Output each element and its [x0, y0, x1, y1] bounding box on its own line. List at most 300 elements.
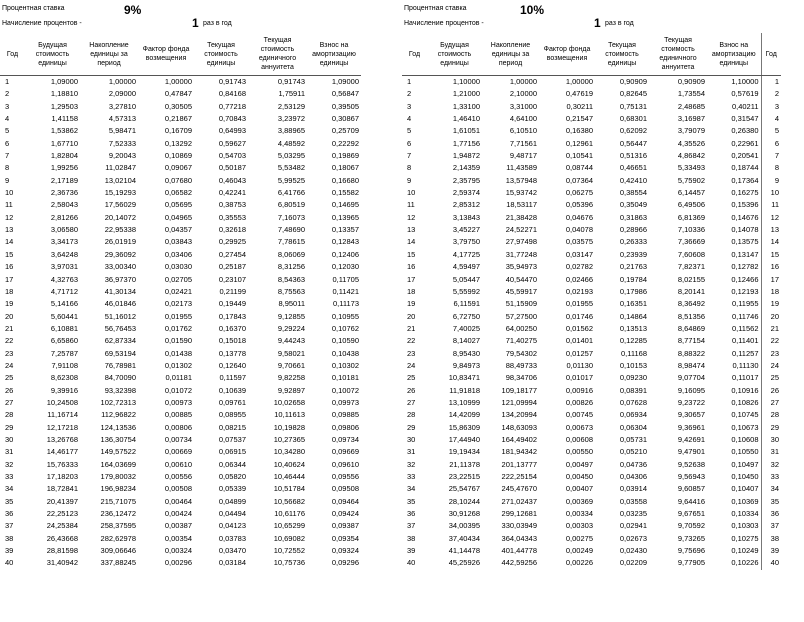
value-cell: 0,68301 [619, 114, 647, 124]
value-cell: 330,03949 [501, 521, 537, 531]
table-row [0, 446, 361, 458]
value-cell: 9,20043 [108, 151, 136, 161]
value-cell: 0,11562 [731, 323, 759, 333]
value-cell: 0,03406 [164, 249, 192, 259]
rate-value: 9% [124, 3, 142, 17]
table-row [402, 286, 781, 298]
value-cell: 0,56447 [619, 138, 647, 148]
value-cell: 3,97031 [50, 262, 78, 272]
table-row [402, 311, 781, 323]
value-cell: 0,02941 [619, 521, 647, 531]
value-cell: 17,18203 [46, 472, 78, 481]
value-cell: 0,02421 [164, 286, 192, 296]
value-cell: 8,95430 [452, 348, 480, 358]
value-cell: 0,00508 [164, 484, 192, 494]
table-row [0, 88, 361, 100]
table-row [402, 520, 781, 532]
value-cell: 0,03783 [218, 533, 246, 543]
value-cell: 20 [761, 311, 781, 323]
value-cell: 14,46177 [46, 447, 78, 457]
value-cell: 8,06069 [277, 249, 305, 259]
table-row [402, 224, 781, 236]
value-cell: 7,52333 [108, 138, 136, 148]
value-cell: 0,09230 [619, 373, 647, 383]
value-cell: 19 [761, 298, 781, 310]
value-cell: 0,12782 [731, 262, 759, 272]
value-cell: 7,16073 [277, 212, 305, 222]
value-cell: 1,61051 [452, 126, 480, 136]
value-cell: 12,17218 [46, 422, 78, 432]
value-cell: 0,13147 [731, 249, 759, 259]
table-row [402, 459, 781, 471]
value-cell: 0,21547 [565, 114, 593, 124]
value-cell: 181,94342 [501, 447, 537, 457]
value-cell: 0,06304 [619, 422, 647, 432]
value-cell: 3,79079 [677, 126, 705, 136]
value-cell: 25 [761, 372, 781, 384]
value-cell: 2,53129 [277, 101, 305, 111]
value-cell: 0,21867 [164, 114, 192, 124]
left-table [0, 33, 361, 570]
value-cell: 0,16380 [565, 126, 593, 136]
value-cell: 0,12285 [619, 336, 647, 346]
value-cell: 8,77154 [677, 336, 705, 346]
year-cell: 19 [407, 299, 416, 309]
value-cell: 0,84168 [218, 89, 246, 99]
value-cell: 0,02782 [565, 262, 593, 272]
value-cell: 20,41397 [46, 496, 78, 506]
year-cell: 19 [5, 299, 14, 309]
value-cell: 0,03147 [565, 249, 593, 259]
value-cell: 1,00000 [108, 77, 136, 86]
value-cell: 0,64993 [218, 126, 246, 136]
value-cell: 0,13575 [731, 237, 759, 247]
value-cell: 0,00334 [565, 509, 593, 519]
value-cell: 0,04078 [565, 225, 593, 235]
year-cell: 16 [407, 262, 416, 272]
value-cell: 10,61176 [274, 509, 305, 519]
value-cell: 0,15396 [731, 200, 759, 210]
value-cell: 10,46444 [273, 472, 305, 481]
value-cell: 0,21199 [219, 286, 246, 296]
value-cell: 0,05396 [565, 200, 593, 210]
table-row [402, 150, 781, 162]
value-cell: 1,33100 [452, 101, 480, 111]
year-cell: 33 [5, 472, 14, 481]
year-cell: 36 [407, 509, 416, 519]
value-cell: 0,14864 [619, 311, 647, 321]
value-cell: 10,24508 [46, 397, 78, 407]
value-cell: 0,70843 [218, 114, 246, 124]
value-cell: 9,48717 [509, 151, 537, 161]
value-cell: 0,40211 [731, 101, 759, 111]
table-row [0, 459, 361, 471]
value-cell: 9,70661 [277, 360, 305, 370]
value-cell: 15,93742 [505, 188, 537, 198]
value-cell: 201,13777 [501, 459, 537, 469]
value-cell: 0,90909 [619, 77, 647, 86]
value-cell: 1,10000 [452, 77, 480, 86]
value-cell: 8,14027 [452, 336, 480, 346]
value-cell: 5,53482 [277, 163, 305, 173]
value-cell: 0,16680 [331, 175, 359, 185]
value-cell: 9,60857 [677, 484, 705, 494]
value-cell: 0,01130 [566, 360, 593, 370]
value-cell: 20,14072 [104, 212, 136, 222]
value-cell: 8,02155 [677, 274, 705, 284]
value-cell: 45,59917 [505, 286, 537, 296]
value-cell: 1,41158 [51, 114, 78, 124]
value-cell: 13,10999 [448, 397, 480, 407]
value-cell: 14,42099 [448, 410, 480, 420]
value-cell: 0,11421 [332, 286, 359, 296]
value-cell: 17 [761, 274, 781, 286]
table-row [402, 471, 781, 483]
column-header: Год [402, 33, 427, 76]
table-row [0, 323, 361, 335]
value-cell: 10,65299 [273, 521, 305, 531]
value-cell: 15 [761, 249, 781, 261]
table-row [402, 385, 781, 397]
year-cell: 5 [407, 126, 412, 136]
value-cell: 0,57619 [731, 89, 759, 99]
column-header: Фактор фонда возмещения [539, 33, 595, 76]
year-cell: 33 [407, 472, 416, 481]
table-row [0, 311, 361, 323]
value-cell: 8,54363 [277, 274, 305, 284]
value-cell: 0,10438 [331, 348, 359, 358]
year-cell: 5 [5, 126, 10, 136]
value-cell: 0,01762 [164, 323, 192, 333]
value-cell: 28 [761, 409, 781, 421]
value-cell: 0,17843 [218, 311, 246, 321]
table-row [402, 125, 781, 137]
value-cell: 164,03699 [100, 459, 136, 469]
value-cell: 4,71712 [50, 286, 78, 296]
value-cell: 69,53194 [104, 348, 136, 358]
value-cell: 2,09000 [108, 89, 136, 99]
value-cell: 24,52271 [505, 225, 537, 235]
value-cell: 0,01955 [164, 311, 192, 321]
value-cell: 1,94872 [452, 151, 480, 161]
value-cell: 3,16987 [677, 114, 705, 124]
year-cell: 15 [5, 249, 14, 259]
value-cell: 17,44940 [448, 434, 480, 444]
value-cell: 4,48592 [277, 138, 305, 148]
year-cell: 29 [5, 422, 14, 432]
value-cell: 0,10608 [731, 434, 759, 444]
value-cell: 0,09973 [331, 397, 359, 407]
table-row [0, 348, 361, 360]
value-cell: 0,51316 [619, 151, 647, 161]
value-cell: 0,06934 [619, 410, 647, 420]
value-cell: 40,54470 [505, 274, 537, 284]
value-cell: 0,13292 [164, 138, 192, 148]
value-cell: 0,09354 [331, 533, 359, 543]
table-row [0, 557, 361, 569]
value-cell: 1,29503 [50, 101, 78, 111]
value-cell: 11,91818 [449, 385, 480, 395]
value-cell: 0,28966 [619, 225, 647, 235]
value-cell: 9,64416 [677, 496, 705, 506]
value-cell: 2,58043 [50, 200, 78, 210]
rate-value: 10% [520, 3, 545, 17]
value-cell: 41,30134 [104, 286, 136, 296]
value-cell: 9,44243 [277, 336, 305, 346]
value-cell: 10,72552 [273, 546, 305, 556]
value-cell: 0,08955 [218, 410, 246, 420]
value-cell: 5,98471 [108, 126, 136, 136]
value-cell: 1,00000 [164, 77, 192, 86]
value-cell: 34,00395 [448, 521, 480, 531]
value-cell: 0,04965 [164, 212, 192, 222]
value-cell: 0,14078 [731, 225, 759, 235]
right-table [402, 33, 781, 570]
year-cell: 27 [407, 397, 416, 407]
accrual-value: 1 [594, 16, 601, 30]
value-cell: 5,99525 [277, 175, 305, 185]
value-cell: 0,30505 [164, 101, 192, 111]
value-cell: 30,91268 [448, 509, 480, 519]
value-cell: 23 [761, 348, 781, 360]
column-header: Будущая стоимость единицы [427, 33, 482, 76]
value-cell: 0,59627 [218, 138, 246, 148]
value-cell: 4,59497 [452, 262, 480, 272]
year-cell: 35 [5, 496, 14, 506]
value-cell: 0,17986 [619, 286, 647, 296]
value-cell: 0,38753 [218, 200, 246, 210]
table-row [402, 397, 781, 409]
value-cell: 0,16275 [731, 188, 759, 198]
value-cell: 41,14478 [448, 546, 480, 556]
value-cell: 222,25154 [501, 472, 537, 481]
value-cell: 0,03843 [164, 237, 192, 247]
value-cell: 0,10181 [331, 373, 359, 383]
value-cell: 0,10497 [731, 459, 759, 469]
value-cell: 0,90909 [677, 77, 705, 86]
value-cell: 0,10745 [731, 410, 759, 420]
year-cell: 26 [407, 385, 416, 395]
value-cell: 0,10369 [731, 496, 759, 506]
column-header: Текущая стоимость единичного аннуитета [248, 33, 307, 76]
value-cell: 2,81266 [50, 212, 78, 222]
table-row [0, 150, 361, 162]
table-row [0, 397, 361, 409]
value-cell: 7,91108 [51, 360, 78, 370]
value-cell: 30 [761, 434, 781, 446]
value-cell: 45,25926 [448, 558, 480, 568]
year-cell: 24 [407, 360, 416, 370]
value-cell: 13,26768 [46, 434, 78, 444]
table-row [402, 236, 781, 248]
value-cell: 0,00464 [164, 496, 192, 506]
value-cell: 8,88322 [677, 348, 705, 358]
value-cell: 0,02193 [565, 286, 593, 296]
value-cell: 76,78981 [104, 360, 136, 370]
value-cell: 9,07704 [677, 373, 705, 383]
value-cell: 2,14359 [452, 163, 480, 173]
table-row [0, 162, 361, 174]
value-cell: 9,29224 [277, 323, 305, 333]
value-cell: 0,22961 [731, 138, 759, 148]
value-cell: 18 [761, 286, 781, 298]
value-cell: 0,00424 [164, 509, 192, 519]
value-cell: 64,00250 [505, 323, 537, 333]
value-cell: 7,36669 [677, 237, 705, 247]
value-cell: 0,08391 [619, 385, 647, 395]
value-cell: 6 [761, 138, 781, 150]
year-cell: 9 [407, 175, 412, 185]
year-cell: 6 [5, 138, 10, 148]
accrual-unit: раз в год [605, 20, 634, 27]
column-header: Текущая стоимость единицы [194, 33, 248, 76]
value-cell: 0,77218 [218, 101, 246, 111]
year-cell: 12 [407, 212, 416, 222]
value-cell: 0,00354 [164, 533, 192, 543]
year-cell: 15 [407, 249, 416, 259]
value-cell: 0,02209 [619, 558, 647, 568]
value-cell: 0,11705 [332, 274, 359, 284]
value-cell: 0,00324 [164, 546, 192, 556]
value-cell: 4,64100 [509, 114, 537, 124]
value-cell: 0,00303 [565, 521, 593, 531]
value-cell: 1,21000 [452, 89, 480, 99]
value-cell: 19,19434 [448, 447, 480, 457]
value-cell: 0,05339 [218, 484, 246, 494]
value-cell: 0,03914 [619, 484, 647, 494]
table-row [402, 545, 781, 557]
value-cell: 6,72750 [452, 311, 480, 321]
table-row [0, 422, 361, 434]
value-cell: 33,00340 [104, 262, 136, 272]
table-row [0, 249, 361, 261]
value-cell: 0,03470 [218, 546, 246, 556]
value-cell: 10,56682 [273, 496, 305, 506]
value-cell: 0,01302 [164, 360, 192, 370]
value-cell: 0,10955 [331, 311, 359, 321]
value-cell: 13,02104 [104, 175, 136, 185]
value-cell: 22 [761, 335, 781, 347]
value-cell: 0,03235 [619, 509, 647, 519]
year-cell: 24 [5, 360, 14, 370]
table-row [0, 175, 361, 187]
value-cell: 0,09464 [331, 496, 359, 506]
value-cell: 1,46410 [452, 114, 480, 124]
value-cell: 0,11173 [333, 299, 359, 309]
value-cell: 3 [761, 101, 781, 113]
value-cell: 6,10510 [509, 126, 537, 136]
rate-label: Процентная ставка [2, 5, 65, 12]
value-cell: 0,04736 [619, 459, 647, 469]
value-cell: 37 [761, 520, 781, 532]
value-cell: 0,09806 [331, 422, 359, 432]
value-cell: 17,56029 [104, 200, 136, 210]
value-cell: 0,01257 [565, 348, 593, 358]
value-cell: 31,40942 [46, 558, 78, 568]
value-cell: 0,20541 [731, 151, 759, 161]
value-cell: 0,11746 [731, 311, 759, 321]
accrual-unit: раз в год [203, 20, 232, 27]
value-cell: 0,10407 [731, 484, 759, 494]
value-cell: 9,12855 [277, 311, 305, 321]
value-cell: 0,13513 [619, 323, 647, 333]
table-row [402, 113, 781, 125]
left-table-body [0, 76, 361, 570]
value-cell: 29 [761, 422, 781, 434]
value-cell: 7 [761, 150, 781, 162]
value-cell: 0,26333 [619, 237, 647, 247]
value-cell: 10,02658 [273, 397, 305, 407]
value-cell: 0,06275 [565, 188, 593, 198]
value-cell: 0,05210 [619, 447, 647, 457]
value-cell: 5,33493 [677, 163, 705, 173]
value-cell: 93,32398 [104, 385, 136, 395]
table-row [402, 187, 781, 199]
value-cell: 0,10303 [731, 521, 759, 531]
value-cell: 29,36092 [104, 249, 136, 259]
table-row [0, 125, 361, 137]
table-row [402, 199, 781, 211]
value-cell: 24,25384 [46, 521, 78, 531]
value-cell: 0,09610 [331, 459, 359, 469]
value-cell: 0,30867 [331, 114, 359, 124]
value-cell: 4,32763 [50, 274, 78, 284]
value-cell: 0,04899 [218, 496, 246, 506]
value-cell: 0,46651 [619, 163, 647, 173]
value-cell: 7,25787 [50, 348, 78, 358]
value-cell: 0,56847 [331, 89, 359, 99]
value-cell: 21 [761, 323, 781, 335]
value-cell: 8,20141 [677, 286, 705, 296]
table-row [0, 261, 361, 273]
value-cell: 0,05820 [218, 472, 246, 481]
value-cell: 109,18177 [501, 385, 537, 395]
value-cell: 7,40025 [452, 323, 480, 333]
column-header: Год [761, 33, 781, 76]
value-cell: 0,10550 [731, 447, 759, 457]
year-cell: 20 [5, 311, 14, 321]
value-cell: 0,09669 [331, 447, 359, 457]
value-cell: 0,18744 [731, 163, 759, 173]
column-header: Накопление единицы за период [80, 33, 138, 76]
value-cell: 36 [761, 508, 781, 520]
accrual-value: 1 [192, 16, 199, 30]
value-cell: 4,35526 [677, 138, 705, 148]
table-row [402, 335, 781, 347]
year-cell: 16 [5, 262, 14, 272]
table-row [0, 101, 361, 113]
value-cell: 3,45227 [452, 225, 480, 235]
value-cell: 0,13357 [331, 225, 359, 235]
value-cell: 0,29925 [218, 237, 246, 247]
table-row [402, 212, 781, 224]
value-cell: 12 [761, 212, 781, 224]
value-cell: 0,10673 [731, 422, 759, 432]
value-cell: 7,60608 [677, 249, 705, 259]
value-cell: 401,44778 [501, 546, 537, 556]
value-cell: 0,00556 [164, 472, 192, 481]
value-cell: 11,02847 [105, 163, 136, 173]
value-cell: 79,54302 [505, 348, 537, 358]
value-cell: 0,10869 [164, 151, 192, 161]
value-cell: 8,75563 [277, 286, 305, 296]
value-cell: 71,40275 [505, 336, 537, 346]
value-cell: 0,14676 [731, 212, 759, 222]
value-cell: 0,19869 [331, 151, 359, 161]
table-row [0, 212, 361, 224]
value-cell: 2,59374 [452, 188, 480, 198]
value-cell: 0,00450 [565, 472, 593, 481]
